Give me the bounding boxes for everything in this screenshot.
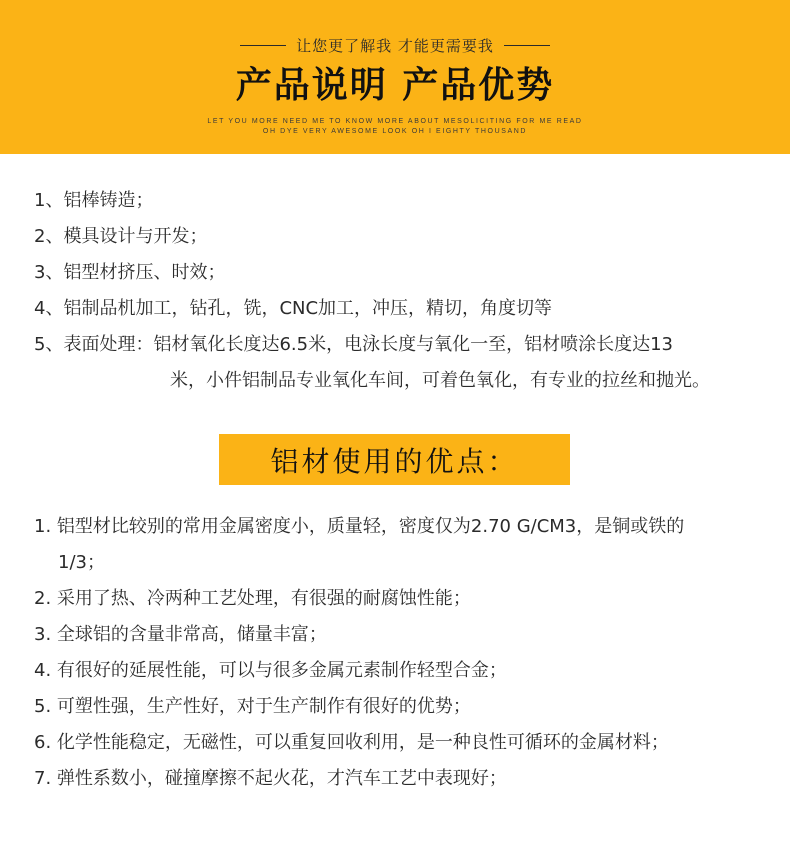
process-item: 3、铝型材挤压、时效； (34, 262, 226, 283)
advantage-item: 3. 全球铝的含量非常高，储量丰富； (34, 624, 327, 645)
process-item: 4、铝制品机加工，钻孔，铣，CNC加工，冲压，精切，角度切等 (34, 298, 553, 319)
section-heading: 铝材使用的优点： (270, 444, 519, 478)
page-title: 产品说明 产品优势 (235, 65, 555, 106)
advantage-item-continuation: 1/3； (58, 552, 105, 573)
advantage-item: 1. 铝型材比较别的常用金属密度小，质量轻，密度仅为2.70 G/CM3，是铜或铁的 (34, 516, 685, 537)
tagline-left-rule (240, 45, 286, 46)
advantage-item: 6. 化学性能稳定，无磁性，可以重复回收利用，是一种良性可循环的金属材料； (34, 732, 669, 753)
process-item: 5、表面处理：铝材氧化长度达6.5米，电泳长度与氧化一至，铝材喷涂长度达13 (34, 334, 673, 355)
tagline: 让您更了解我 才能更需要我 (296, 36, 494, 55)
tagline-right-rule (504, 45, 550, 46)
advantage-item: 2. 采用了热、冷两种工艺处理，有很强的耐腐蚀性能； (34, 588, 471, 609)
process-item: 2、模具设计与开发； (34, 226, 208, 247)
process-item-continuation: 米，小件铝制品专业氧化车间，可着色氧化，有专业的拉丝和抛光。 (170, 370, 710, 391)
process-list (34, 183, 774, 399)
advantages-list (34, 509, 774, 797)
advantage-item: 4. 有很好的延展性能，可以与很多金属元素制作轻型合金； (34, 660, 507, 681)
section-heading-box (219, 434, 570, 485)
english-subtitle-line-2: OH DYE VERY AWESOME LOOK OH I EIGHTY THOUSAND (262, 128, 528, 135)
header-banner (0, 0, 790, 154)
advantage-item: 5. 可塑性强，生产性好，对于生产制作有很好的优势； (34, 696, 471, 717)
tagline-row (0, 34, 790, 56)
english-subtitle-line-1: LET YOU MORE NEED ME TO KNOW MORE ABOUT MESOLICITING FOR ME READ (207, 118, 583, 125)
advantage-item: 7. 弹性系数小，碰撞摩擦不起火花，才汽车工艺中表现好； (34, 768, 507, 789)
process-item: 1、铝棒铸造； (34, 190, 154, 211)
